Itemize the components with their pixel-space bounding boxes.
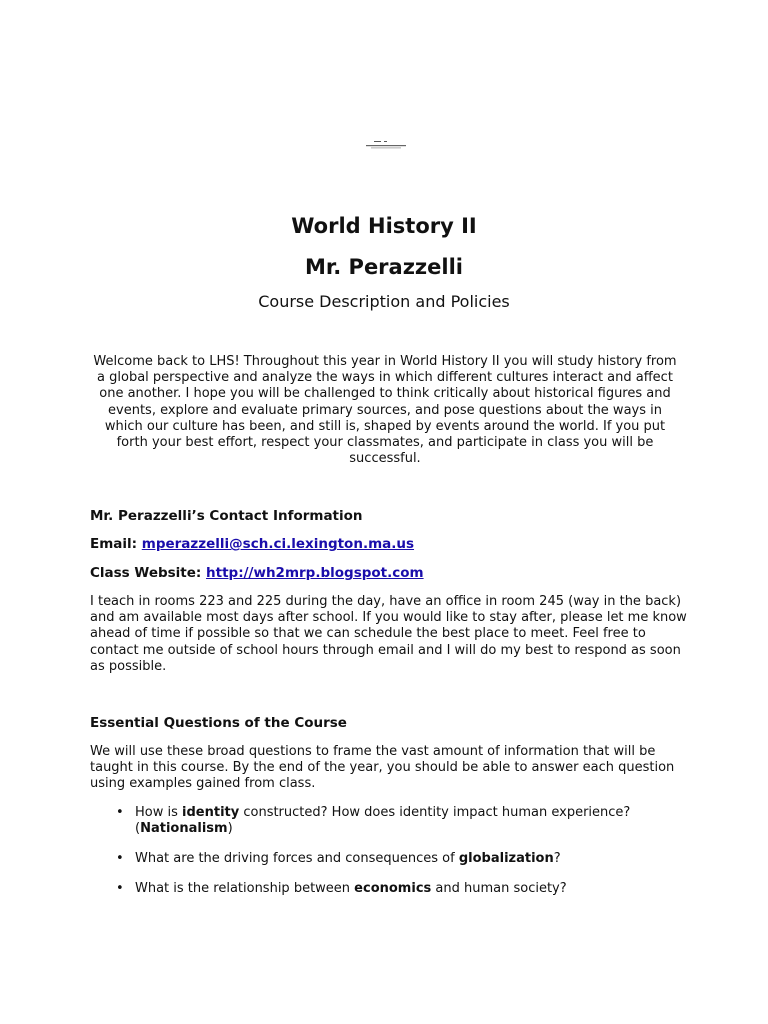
essential-questions-heading: Essential Questions of the Course [90,715,347,731]
school-logo [365,140,407,150]
email-link[interactable]: mperazzelli@sch.ci.lexington.ma.us [141,536,415,552]
question-text: What is the relationship between economics and human society? [135,881,567,896]
bullet-icon: • [116,881,124,896]
bullet-icon: • [116,851,124,866]
website-label: Class Website: [90,565,202,581]
question-text: What are the driving forces and consequences of globalization? [135,851,561,866]
page-subtitle: Course Description and Policies [258,292,510,311]
contact-heading: Mr. Perazzelli’s Contact Information [90,508,363,524]
bullet-icon: • [116,805,124,820]
course-title: World History II [291,214,477,238]
website-line [90,565,424,581]
teacher-name: Mr. Perazzelli [305,255,463,279]
welcome-paragraph: Welcome back to LHS! Throughout this year in World History II you will study history from a global perspective and analyze the ways in which different cultures interact and affect one another. I hope you will be challenged to think critically about historical figures and events, explore and evaluate primary sources, and pose questions about the ways in which our culture has been, and still is, shaped by events around the world. If you put forth your best effort, respect your classmates, and participate in class you will be successful. [93,354,677,467]
website-link[interactable]: http://wh2mrp.blogspot.com [206,565,424,581]
email-line [90,536,414,552]
contact-paragraph: I teach in rooms 223 and 225 during the day, have an office in room 245 (way in the back) and am available most days after school. If you would like to stay after, please let me know ahead of time if possible so that we can schedule the best place to meet. Feel free to contact me outside of school hours through email and I will do my best to respond as soon as possible. [90,594,687,674]
email-label: Email: [90,536,138,552]
question-text: How is identity constructed? How does identity impact human experience? (Nationalism) [135,805,631,837]
essential-questions-intro: We will use these broad questions to frame the vast amount of information that will be taught in this course. By the end of the year, you should be able to answer each question using examples gained from class. [90,744,675,792]
